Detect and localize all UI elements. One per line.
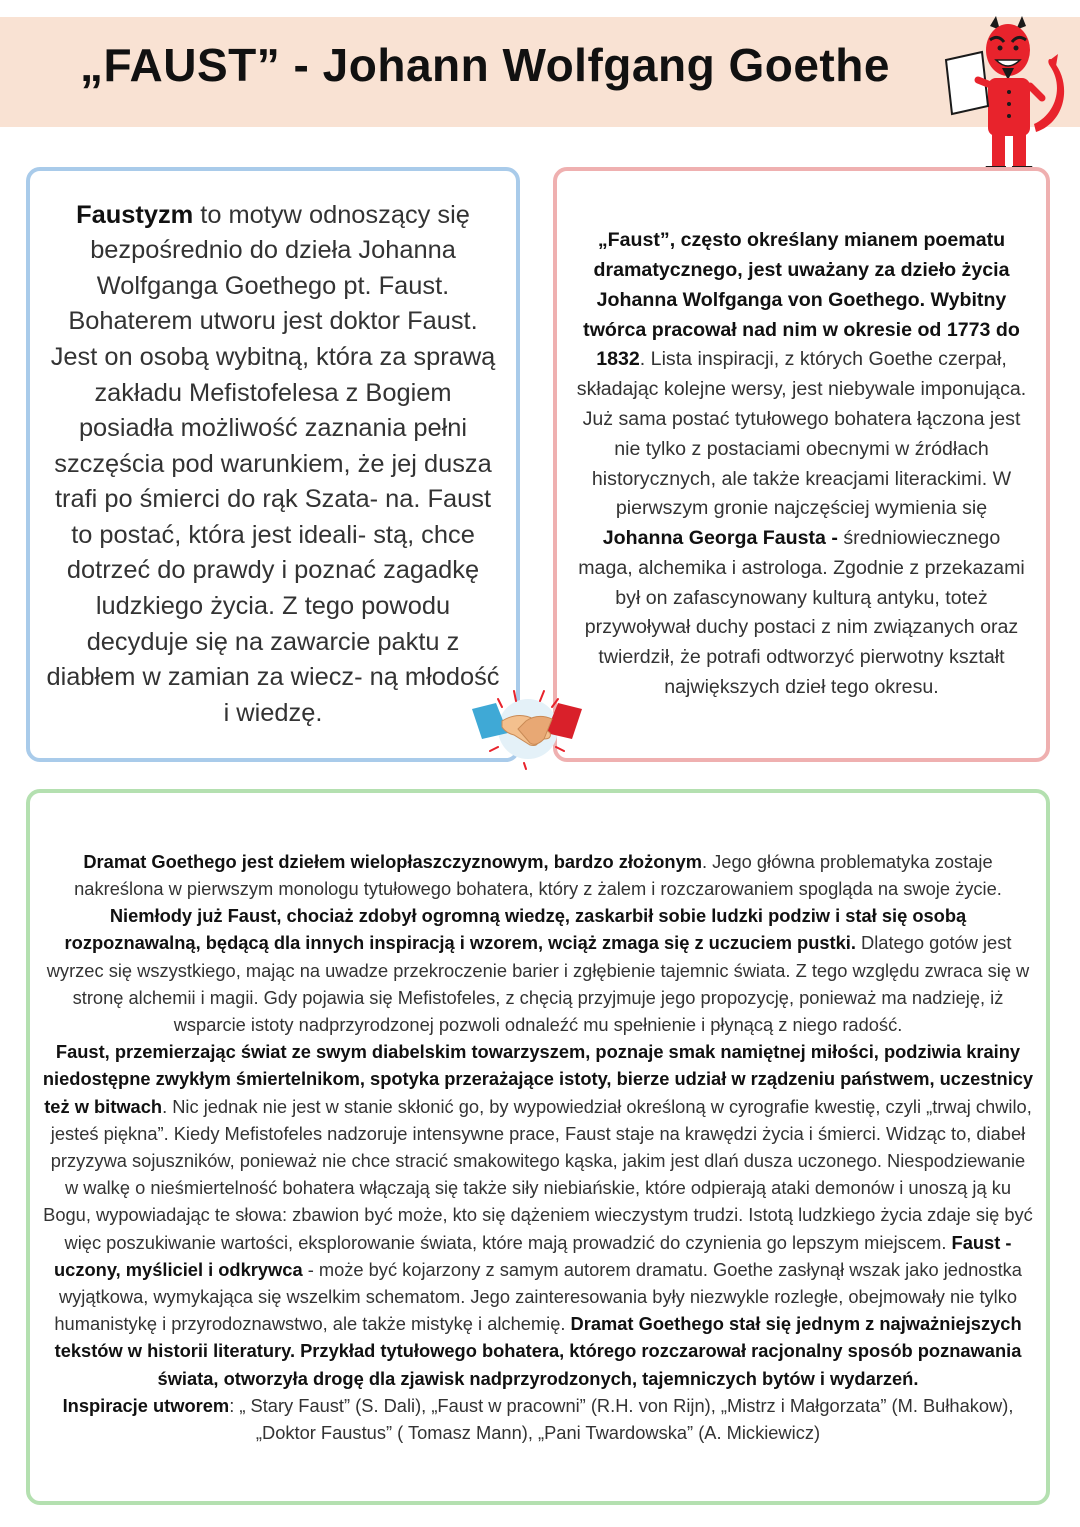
faust-work-paragraph [575,226,1028,703]
analysis-paragraph-1 [42,848,1034,1038]
p2-bold-2: Faust - uczony, myśliciel i odkrywca [54,1231,1012,1280]
faustyzm-definition-box [26,167,520,762]
p2-bold-1: Faust, przemierzając świat ze swym diabelskim towarzyszem, poznaje smak namiętnej miłości, podziwia krainy niedostępne zwykłym śmiertelnikom, spotyka przerażające istoty, bierze udział w rządzeniu państwem, uczestnicy też w bitwach [42,1041,1034,1117]
page-title: „FAUST” - Johann Wolfgang Goethe [80,39,890,91]
analysis-paragraph-2 [42,1038,1034,1392]
faustyzm-paragraph [44,198,502,732]
p1-text-1: . Jego główna problematyka zostaje nakreślona w pierwszym monologu tytułowego bohatera, który z żalem i rozczarowaniem spogląda na swoje życie. [74,850,1002,899]
p2-text-1: . Nic jednak nie jest w stanie skłonić go, by wypowiedział określoną w cyrografie kwestię, czyli „trwaj chwilo, jesteś piękna”. Kiedy Mefistofeles nadzoruje intensywne prace, Faust staje na krawędzi życia i śmierci. Widząc to, diabeł przyzywa sojuszników, ponieważ nie chce stracić smakowitego kąska, jakim jest dlań dusza uczonego. Niespodziewanie w walkę o nieśmiertelność bohatera włączają się także siły niebiańskie, które odpierają ataki demonów i unoszą ją ku Bogu, wypowiadając te słowa: zbawion być może, kto się dążeniem wieczystym trudzi. Istotą ludzkiego życia zdaje się być więc poszukiwanie wartości, eksplorowanie świata, które mają prowadzić do czynienia go lepszym miejscem. [43,1095,1033,1253]
faustyzm-term: Faustyzm [76,200,194,229]
p1-bold-1: Dramat Goethego jest dziełem wielopłaszczyznowym, bardzo złożonym [83,850,702,872]
georg-faust-text: średniowiecznego maga, alchemika i astrologa. Zgodnie z przekazami był on zafascynowany kulturą antyku, toteż przywoływał duchy postaci z nim związanych oraz twierdził, że potrafi odtworzyć pierwotny kształt największych dzieł tego okresu. [578,527,1025,699]
p1-bold-2: Niemłody już Faust, chociaż zdobył ogromną wiedzę, zaskarbił sobie ludzki podziw i stał się osobą rozpoznawalną, będącą dla innych inspiracją i wzorem, wciąż zmaga się z uczuciem pustki. [64,905,967,954]
inspirations-paragraph [42,1392,1034,1446]
inspirations-list: : „ Stary Faust” (S. Dali), „Faust w pracowni” (R.H. von Rijn), „Mistrz i Małgorzata” (M. Bułhakow), „Doktor Faustus” ( Tomasz Mann), „Pani Twardowska” (A. Mickiewicz) [229,1394,1014,1444]
faust-work-info-box [553,167,1050,762]
georg-faust-name: Johanna Georga Fausta - [602,527,838,550]
inspirations-label: Inspiracje utworem [62,1394,230,1416]
devil-holding-sign-icon [938,14,1073,176]
work-intro-text: . Lista inspiracji, z których Goethe czerpał, składając kolejne wersy, jest niebywale imponująca. Już sama postać tytułowego bohatera łączona jest nie tylko z postaciami obecnymi w źródłach historycznych, ale także kreacjami literackimi. W pierwszym gronie najczęściej wymienia się [576,348,1027,520]
handshake-icon [468,683,586,771]
work-intro-bold: „Faust”, często określany mianem poematu dramatycznego, jest uważany za dzieło życia Johanna Wolfganga von Goethego. Wybitny twórca pracował nad nim w okresie od 1773 do 1832 [583,229,1020,371]
p2-bold-3: Dramat Goethego stał się jednym z najważniejszych tekstów w historii literatury. Przykład tytułowego bohatera, którego rozczarował racjonalny sposób poznawania świata, otworzyła drogę dla zjawisk nadprzyrodzonych, tajemniczych bytów i wydarzeń. [54,1313,1022,1389]
faustyzm-text: to motyw odnoszący się bezpośrednio do dzieła Johanna Wolfganga Goethego pt. Faust. Bohaterem utworu jest doktor Faust. Jest on osobą wybitną, która za sprawą zakładu Mefistofelesa z Bogiem posiadła możliwość zaznania pełni szczęścia pod warunkiem, że jej dusza trafi po śmierci do rąk Szata- na. Faust to postać, która jest ideali- stą, chce dotrzeć do prawdy i poznać zagadkę ludzkiego życia. Z tego powodu decyduje się na zawarcie paktu z diabłem w zamian za wiecz- ną młodość i wiedzę. [46,200,500,727]
p1-text-2: Dlatego gotów jest wyrzec się wszystkiego, mając na uwadze przekroczenie barier i zgłębienie tajemnic świata. Z tego względu zwraca się w stronę alchemii i magii. Gdy pojawia się Mefistofeles, z chęcią przyjmuje jego propozycję, ponieważ ma nadzieję, iż wsparcie istoty nadprzyrodzonej pozwoli odnaleźć mu spełnienie i płynącą z niego radość. [46,932,1030,1035]
drama-analysis-box [26,789,1050,1505]
p2-text-2: - może być kojarzony z samym autorem dramatu. Goethe zasłynął wszak jako jednostka wyjątkowa, wymykająca się wszelkim schematom. Jego zainteresowania były niezwykle rozległe, obejmowały nie tylko humanistykę i przyrodoznawstwo, ale także mistykę i alchemię. [54,1258,1022,1335]
